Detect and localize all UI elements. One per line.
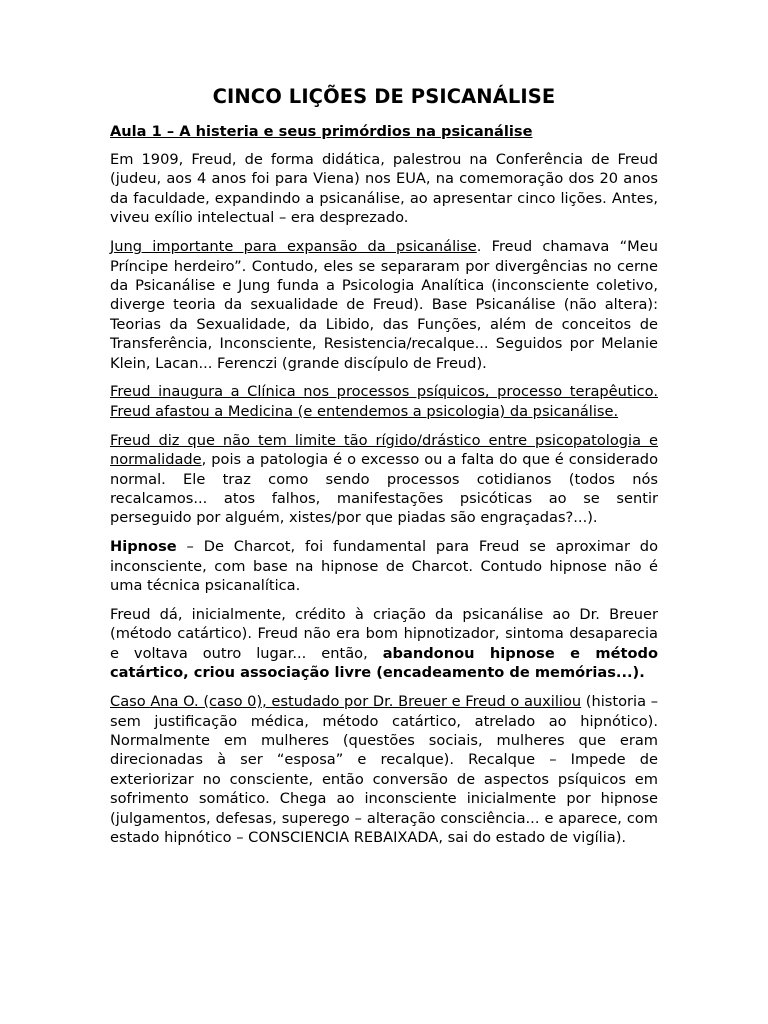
paragraph-5-text: – De Charcot, foi fundamental para Freud se aproximar do inconsciente, com base na hipnose de Charcot. Contudo hipnose não é uma técnica psicanalítica. — [110, 538, 658, 595]
lesson-subtitle: Aula 1 – A histeria e seus primórdios na psicanálise — [110, 123, 533, 140]
paragraph-1 — [110, 150, 658, 228]
paragraph-5-bold: Hipnose — [110, 538, 177, 556]
paragraph-4-underlined: Freud diz que não tem limite tão rígido/drástico entre psicopatologia e normalidade — [110, 431, 658, 469]
paragraph-4-text: , pois a patologia é o excesso ou a falta do que é considerado normal. Ele traz como sendo processos cotidianos (todos nós recalcamos... atos falhos, manifestações psicóticas ao se sentir perseguido por alguém, xistes/por que piadas são engraçadas?...). — [110, 451, 658, 527]
paragraph-7-text: (historia – sem justificação médica, método catártico, atrelado ao hipnótico). Normalmente em mulheres (questões sociais, mulheres que eram direcionadas à ser “esposa” e recalque). Recalque – Impede de exteriorizar no consciente, então conversão de aspectos psíquicos em sofrimento somático. Chega ao inconsciente inicialmente por hipnose (julgamentos, defesas, superego – alteração consciência... e aparece, com estado hipnótico – CONSCIENCIA REBAIXADA, sai do estado de vigília). — [110, 693, 659, 846]
paragraph-2-text: . Freud chamava “Meu Príncipe herdeiro”. Contudo, eles se separaram por divergências no cerne da Psicanálise e Jung funda a Psicologia Analítica (inconsciente coletivo, diverge teoria da sexualidade de Freud). Base Psicanálise (não altera): Teorias da Sexualidade, da Libido, das Funções, além de conceitos de Transferência, Inconsciente, Resistencia/recalque... Seguidos por Melanie Klein, Lacan... Ferenczi (grande discípulo de Freud). — [110, 238, 658, 372]
paragraph-5 — [110, 537, 658, 595]
document-title: CINCO LIÇÕES DE PSICANÁLISE — [212, 85, 556, 108]
paragraph-1-text: Em 1909, Freud, de forma didática, palestrou na Conferência de Freud (judeu, aos 4 anos foi para Viena) nos EUA, na comemoração dos 20 anos da faculdade, expandindo a psicanálise, ao apresentar cinco lições. Antes, viveu exílio intelectual – era desprezado. — [110, 151, 658, 227]
paragraph-6-bold: abandonou hipnose e método catártico, criou associação livre (encadeamento de memórias...). — [110, 644, 659, 682]
paragraph-6 — [110, 605, 658, 683]
paragraph-6-text: Freud dá, inicialmente, crédito à criação da psicanálise ao Dr. Breuer (método catártico). Freud não era bom hipnotizador, sintoma desaparecia e voltava outro lugar... então, — [110, 606, 658, 662]
paragraph-7-underlined: Caso Ana O. (caso 0), estudado por Dr. Breuer e Freud o auxiliou — [110, 693, 582, 711]
paragraph-3-underlined: Freud inaugura a Clínica nos processos psíquicos, processo terapêutico. Freud afastou a Medicina (e entendemos a psicologia) da psicanálise. — [110, 383, 658, 420]
paragraph-2-underlined: Jung importante para expansão da psicanálise — [110, 238, 477, 256]
paragraph-2 — [110, 237, 658, 373]
document-body — [110, 84, 658, 857]
paragraph-3 — [110, 382, 658, 421]
paragraph-7 — [110, 692, 658, 847]
paragraph-4 — [110, 431, 658, 528]
